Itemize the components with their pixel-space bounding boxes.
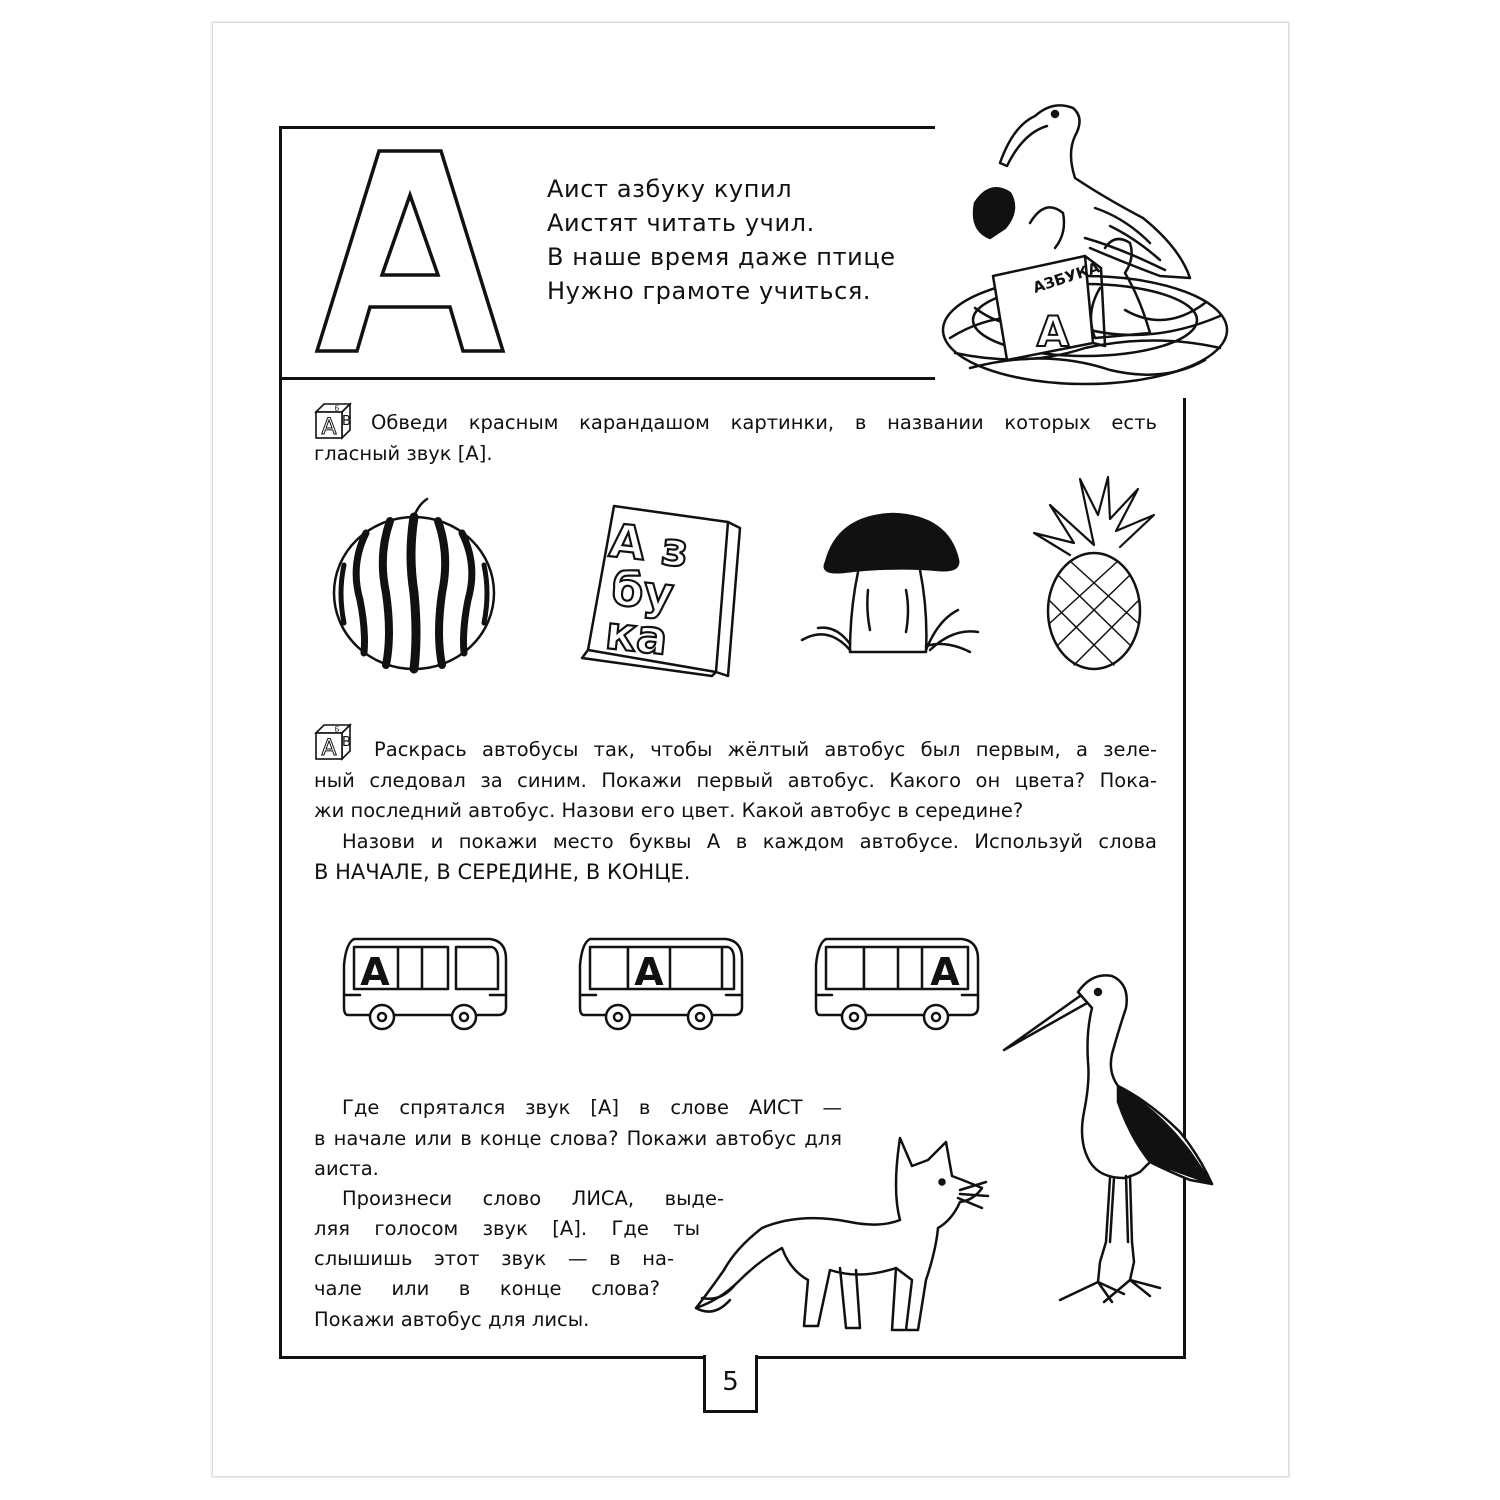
bus-letter: А bbox=[930, 950, 960, 994]
book-icon bbox=[578, 498, 743, 676]
svg-text:Б: Б bbox=[334, 725, 340, 734]
page-number: 5 bbox=[703, 1355, 758, 1413]
task2-text bbox=[314, 735, 1157, 888]
stork-illustration bbox=[1000, 962, 1220, 1317]
task3-text-d bbox=[314, 1244, 674, 1275]
task3-line: аиста. bbox=[314, 1157, 379, 1180]
task3-line: чале или в конце слова? bbox=[314, 1277, 660, 1300]
big-letter-a bbox=[305, 145, 515, 360]
task3-text-e bbox=[314, 1274, 660, 1335]
task3-line: Покажи автобус для лисы. bbox=[314, 1307, 590, 1331]
bus-3 bbox=[816, 939, 978, 1029]
task3-line: ляя голосом звук [А]. Где ты bbox=[314, 1217, 700, 1240]
task1-line: гласный звук [А]. bbox=[314, 441, 493, 465]
task2-line: Назови и покажи место буквы А в каждом автобусе. Используй слова bbox=[342, 829, 1157, 853]
bus-1 bbox=[344, 939, 506, 1029]
bus-row bbox=[340, 935, 990, 1035]
task2-line: ный следовал за синим. Покажи первый автобус. Какого он цвета? Пока- bbox=[314, 768, 1157, 792]
fox-illustration bbox=[690, 1130, 990, 1345]
book-letter: з bbox=[658, 521, 692, 578]
book-letter: ка bbox=[602, 605, 671, 666]
task3-line: слышишь этот звук — в на- bbox=[314, 1247, 674, 1270]
task1-line: Обведи красным карандашом картинки, в названии которых есть bbox=[371, 411, 1157, 434]
task3-text-c bbox=[314, 1214, 700, 1245]
big-letter-text: А bbox=[409, 350, 411, 351]
nest-book-letter: А bbox=[1036, 307, 1070, 356]
svg-text:А: А bbox=[321, 415, 337, 440]
bus-letter: А bbox=[634, 950, 664, 994]
task3-line: в начале или в конце слова? Покажи автобус для bbox=[314, 1126, 842, 1150]
poem-line: Нужно грамоте учиться. bbox=[547, 277, 872, 305]
stork-nest-illustration bbox=[935, 98, 1235, 398]
task1-text bbox=[314, 408, 1157, 469]
task3-line: Произнеси слово ЛИСА, выде- bbox=[342, 1187, 724, 1210]
mushroom-icon bbox=[798, 510, 983, 660]
poem-line: Аистят читать учил. bbox=[547, 209, 815, 237]
poem bbox=[547, 172, 896, 308]
poem-line: Аист азбуку купил bbox=[547, 175, 793, 203]
task3-line: Где спрятался звук [А] в слове АИСТ — bbox=[342, 1096, 842, 1119]
svg-text:В: В bbox=[342, 414, 351, 429]
nest-book-label: АЗБУКА bbox=[1030, 258, 1102, 297]
task3-text-b bbox=[314, 1184, 724, 1215]
task2-line: Раскрась автобусы так, чтобы жёлтый автобус был первым, а зеле- bbox=[374, 738, 1157, 761]
svg-text:В: В bbox=[342, 735, 351, 750]
bus-2 bbox=[580, 939, 742, 1029]
watermelon-icon bbox=[330, 495, 498, 675]
task2-line: В НАЧАЛЕ, В СЕРЕДИНЕ, В КОНЦЕ. bbox=[314, 860, 691, 884]
book-letter: бу bbox=[608, 561, 677, 622]
svg-text:Б: Б bbox=[334, 404, 340, 413]
pineapple-icon bbox=[1030, 475, 1158, 673]
bus-letter: А bbox=[360, 950, 390, 994]
book-letter: А bbox=[606, 513, 648, 571]
poem-line: В наше время даже птице bbox=[547, 243, 896, 271]
task2-line: жи последний автобус. Назови его цвет. Какой автобус в середине? bbox=[314, 799, 1024, 822]
svg-text:А: А bbox=[321, 736, 337, 761]
